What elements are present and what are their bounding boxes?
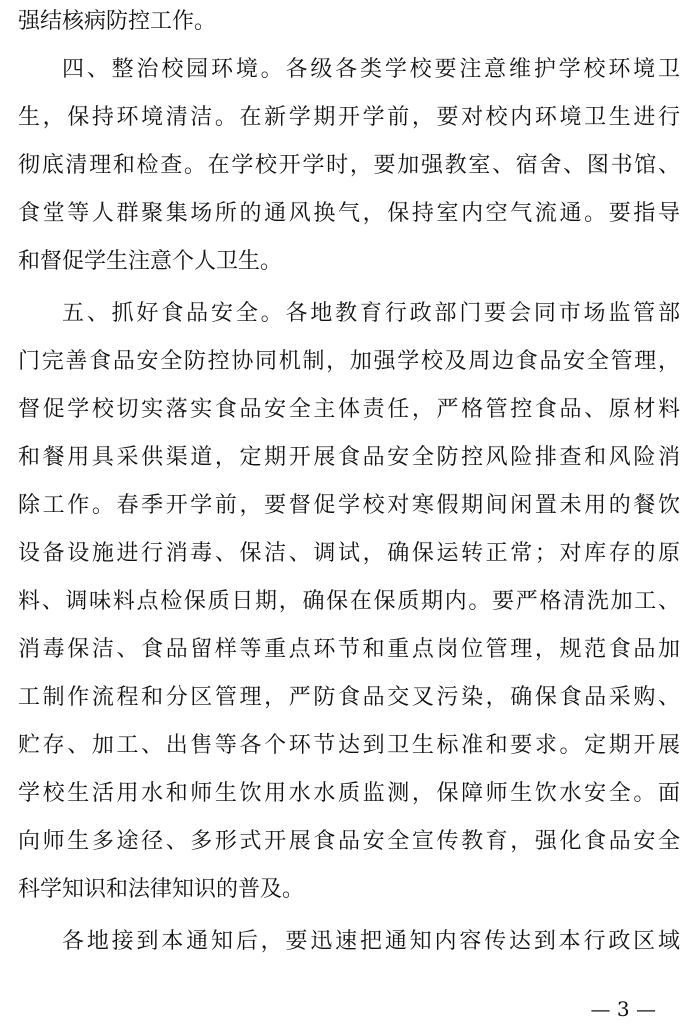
text-line: 科学知识和法律知识的普及。 — [18, 877, 305, 902]
text-line: 向师生多途径、多形式开展食品安全宣传教育，强化食品安全 — [18, 829, 680, 854]
text-line: 彻底清理和检查。在学校开学时，要加强教室、宿舍、图书馆、 — [18, 153, 680, 178]
text-line: 和餐用具采供渠道，定期开展食品安全防控风险排查和风险消 — [18, 445, 680, 470]
page-number: — 3 — — [590, 997, 656, 1021]
text-line: 食堂等人群聚集场所的通风换气，保持室内空气流通。要指导 — [18, 201, 680, 226]
text-line: 生，保持环境清洁。在新学期开学前，要对校内环境卫生进行 — [18, 105, 680, 130]
text-line: 四、整治校园环境。各级各类学校要注意维护学校环境卫 — [62, 57, 680, 82]
text-line: 料、调味料点检保质日期，确保在保质期内。要严格清洗加工、 — [18, 589, 680, 614]
text-line: 设备设施进行消毒、保洁、调试，确保运转正常；对库存的原 — [18, 541, 680, 566]
text-line: 消毒保洁、食品留样等重点环节和重点岗位管理，规范食品加 — [18, 637, 680, 662]
text-line: 督促学校切实落实食品安全主体责任，严格管控食品、原材料 — [18, 397, 680, 422]
text-line: 各地接到本通知后，要迅速把通知内容传达到本行政区域 — [62, 929, 680, 954]
text-line: 门完善食品安全防控协同机制，加强学校及周边食品安全管理， — [18, 349, 680, 374]
text-line: 贮存、加工、出售等各个环节达到卫生标准和要求。定期开展 — [18, 733, 680, 758]
text-line: 和督促学生注意个人卫生。 — [18, 249, 283, 274]
text-line: 学校生活用水和师生饮用水水质监测，保障师生饮水安全。面 — [18, 781, 680, 806]
text-line: 强结核病防控工作。 — [18, 9, 217, 34]
text-line: 除工作。春季开学前，要督促学校对寒假期间闲置未用的餐饮 — [18, 493, 680, 518]
text-line: 五、抓好食品安全。各地教育行政部门要会同市场监管部 — [62, 301, 680, 326]
text-line: 工制作流程和分区管理，严防食品交叉污染，确保食品采购、 — [18, 685, 680, 710]
